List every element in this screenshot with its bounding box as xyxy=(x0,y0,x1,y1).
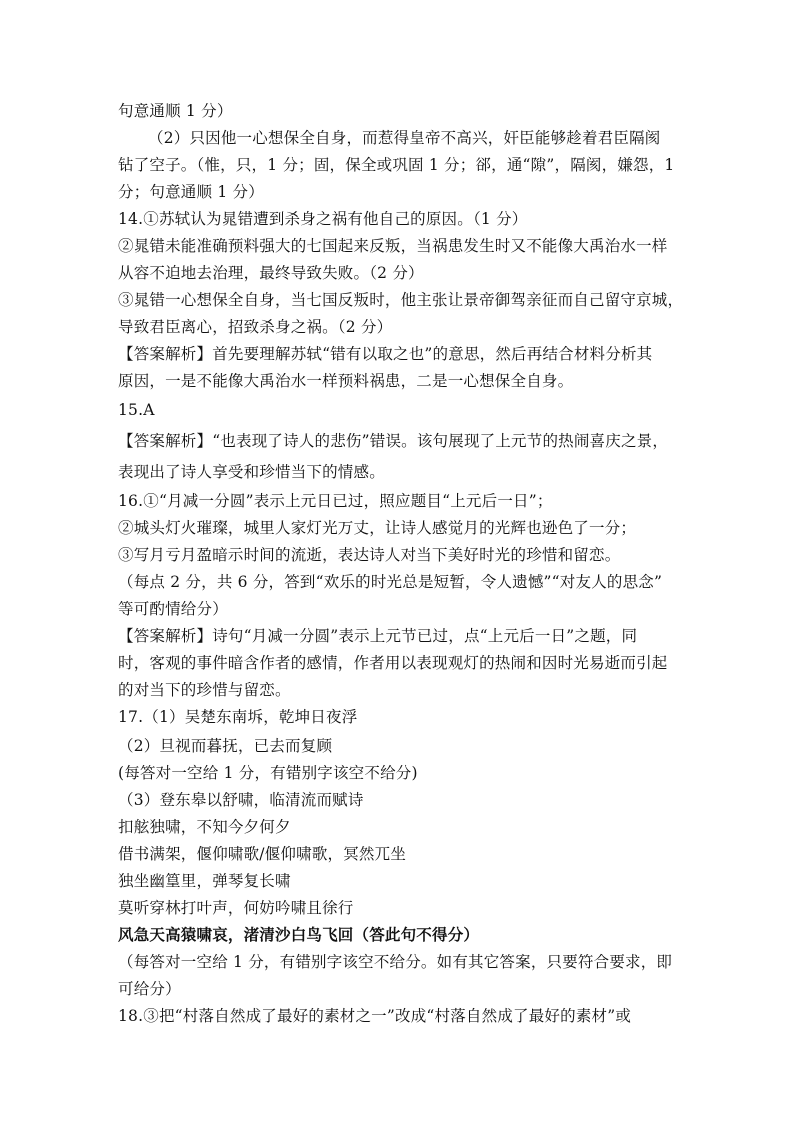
text-line: 句意通顺 1 分） xyxy=(118,102,233,120)
text-line: 扣舷独啸，不知今夕何夕 xyxy=(118,818,291,836)
text-line: （每答对一空给 1 分，有错别字该空不给分。如有其它答案，只要符合要求，即 xyxy=(118,953,673,971)
text-line: （3）登东皋以舒啸，临清流而赋诗 xyxy=(118,791,364,809)
text-line: 15.A xyxy=(118,401,155,419)
text-line: (每答对一空给 1 分，有错别字该空不给分) xyxy=(118,764,418,782)
text-line: 导致君臣离心，招致杀身之祸。（2 分） xyxy=(118,318,393,336)
text-line: 【答案解析】诗句“月减一分圆”表示上元节已过，点“上元后一日”之题，同 xyxy=(118,627,638,645)
text-line: 的对当下的珍惜与留恋。 xyxy=(118,681,291,699)
text-line: 分；句意通顺 1 分） xyxy=(118,183,264,201)
text-line: 从容不迫地去治理，最终导致失败。（2 分） xyxy=(118,264,424,282)
text-line: 独坐幽篁里，弹琴复长啸 xyxy=(118,872,291,890)
text-line: 钻了空子。（惟，只，1 分；固，保全或巩固 1 分；郤，通“隙”，隔阂，嫌怨，1 xyxy=(118,156,675,174)
text-line: 【答案解析】“也表现了诗人的悲伤”错误。该句展现了上元节的热闹喜庆之景， xyxy=(118,432,669,450)
text-line: 莫听穿林打叶声，何妨吟啸且徐行 xyxy=(118,899,354,917)
text-line: 16.①“月减一分圆”表示上元日已过，照应题目“上元后一日”； xyxy=(118,492,553,510)
text-line-bold: 风急天高猿啸哀，渚清沙白鸟飞回（答此句不得分） xyxy=(118,925,480,944)
text-line: 14.①苏轼认为晁错遭到杀身之祸有他自己的原因。（1 分） xyxy=(118,210,528,228)
text-line: 17.（1）吴楚东南坼，乾坤日夜浮 xyxy=(118,708,358,726)
text-line: ③写月亏月盈暗示时间的流逝，表达诗人对当下美好时光的珍惜和留恋。 xyxy=(118,546,621,564)
text-line: ②晁错未能准确预料强大的七国起来反叛，当祸患发生时又不能像大禹治水一样 xyxy=(118,237,668,255)
text-line: （2）只因他一心想保全自身，而惹得皇帝不高兴，奸臣能够趁着君臣隔阂 xyxy=(148,129,661,147)
text-line: ②城头灯火璀璨，城里人家灯光万丈，让诗人感觉月的光辉也逊色了一分； xyxy=(118,519,637,537)
text-line: 18.③把“村落自然成了最好的素材之一”改成“村落自然成了最好的素材”或 xyxy=(118,1007,632,1025)
text-line: 可给分） xyxy=(118,980,181,998)
text-line: （每点 2 分，共 6 分，答到“欢乐的时光总是短暂，令人遗憾”“对友人的思念” xyxy=(118,573,663,591)
text-line: （2）旦视而暮抚，已去而复顾 xyxy=(118,737,333,755)
text-line: 等可酌情给分） xyxy=(118,600,228,618)
text-line: 借书满架，偃仰啸歌/偃仰啸歌，冥然兀坐 xyxy=(118,845,407,863)
text-line: 时，客观的事件暗含作者的感情，作者用以表现观灯的热闹和因时光易逝而引起 xyxy=(118,654,668,672)
text-line: 表现出了诗人享受和珍惜当下的情感。 xyxy=(118,463,385,481)
text-line: ③晁错一心想保全自身，当七国反叛时，他主张让景帝御驾亲征而自己留守京城， xyxy=(118,291,684,309)
text-line: 【答案解析】首先要理解苏轼“错有以取之也”的意思，然后再结合材料分析其 xyxy=(118,345,653,363)
text-line: 原因，一是不能像大禹治水一样预料祸患，二是一心想保全自身。 xyxy=(118,372,574,390)
